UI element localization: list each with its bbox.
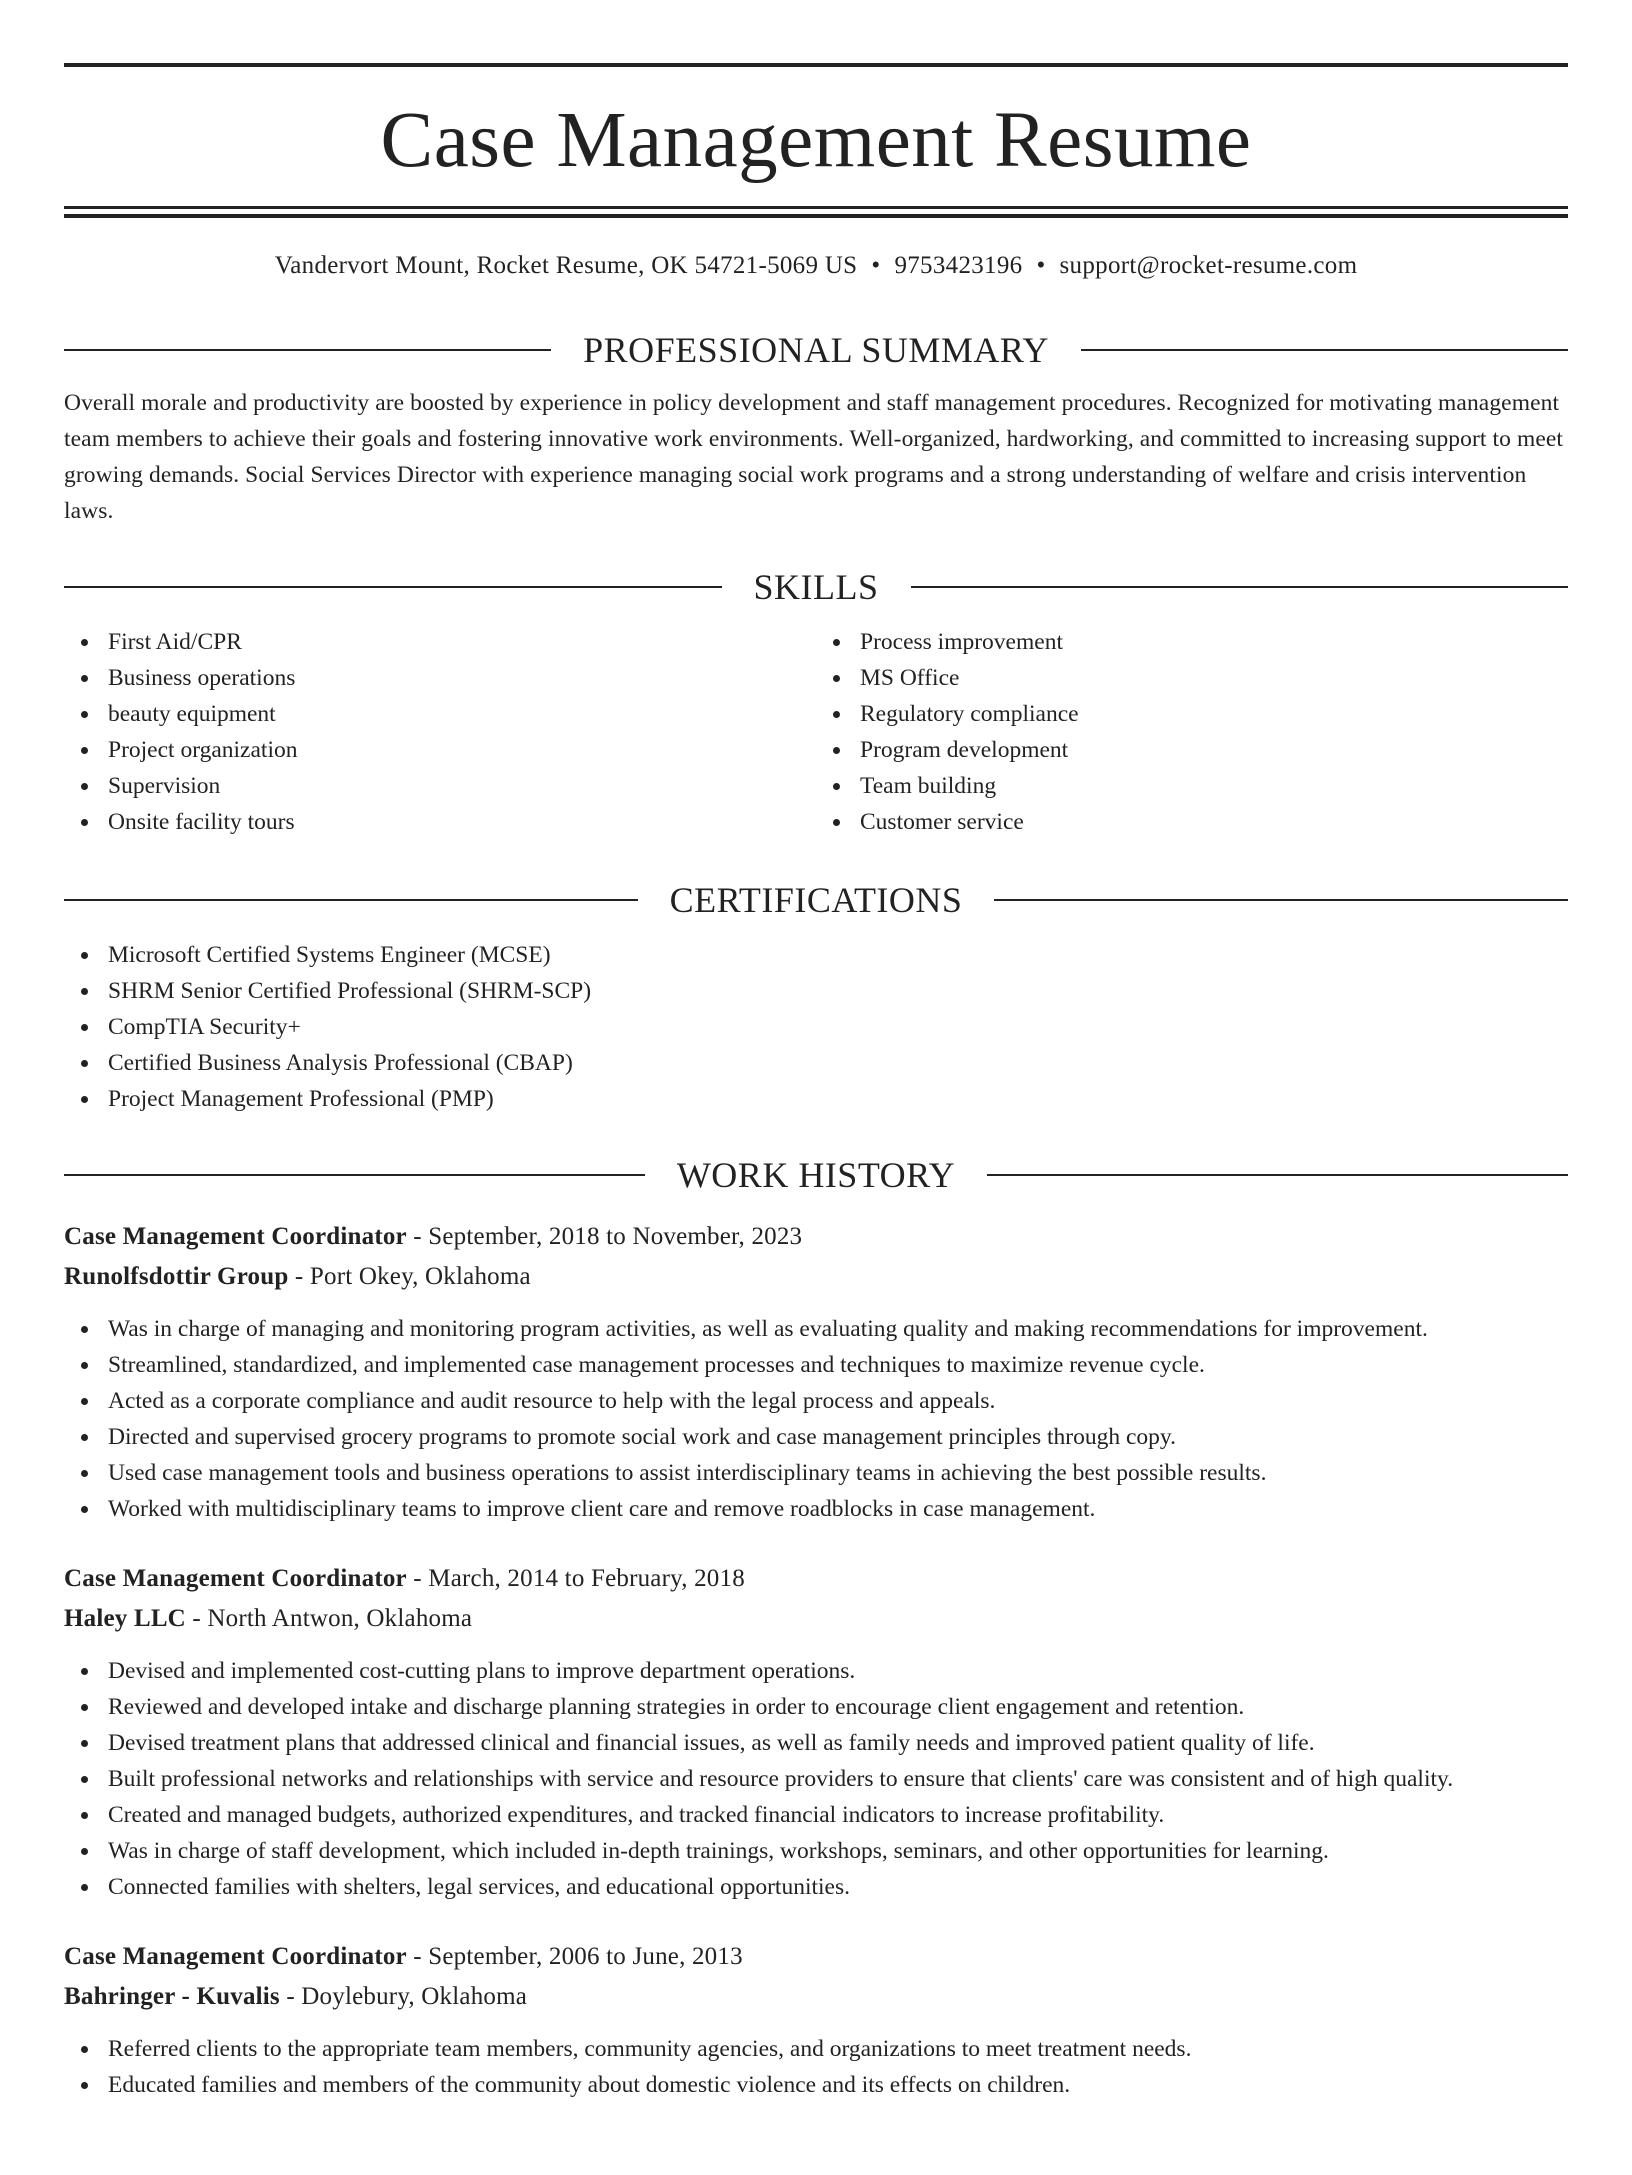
- job-bullet: Reviewed and developed intake and discharge planning strategies in order to encourage client engagement and retention.: [64, 1689, 1568, 1725]
- skill-item: MS Office: [816, 660, 1568, 696]
- job-bullet: Devised treatment plans that addressed clinical and financial issues, as well as family needs and improved patient quality of life.: [64, 1725, 1568, 1761]
- certification-item: SHRM Senior Certified Professional (SHRM-SCP): [64, 973, 1568, 1009]
- job-bullet: Was in charge of staff development, which included in-depth trainings, workshops, seminars, and other opportunities for learning.: [64, 1833, 1568, 1869]
- job-dates: - March, 2014 to February, 2018: [406, 1565, 745, 1592]
- work-history-heading-text: WORK HISTORY: [676, 1155, 956, 1195]
- job-bullet: Devised and implemented cost-cutting plans to improve department operations.: [64, 1653, 1568, 1689]
- skill-item: Customer service: [816, 804, 1568, 840]
- skill-item: Process improvement: [816, 624, 1568, 660]
- title-double-rule: [64, 206, 1568, 218]
- certification-item: Certified Business Analysis Professional (CBAP): [64, 1045, 1568, 1081]
- job-entry: [64, 1937, 1568, 2103]
- job-bullet: Acted as a corporate compliance and audit resource to help with the legal process and appeals.: [64, 1383, 1568, 1419]
- skill-item: Onsite facility tours: [64, 804, 816, 840]
- job-title: Case Management Coordinator: [64, 1565, 407, 1592]
- job-dates: - September, 2006 to June, 2013: [406, 1943, 743, 1970]
- resume-page: [0, 63, 1632, 2175]
- job-bullet: Streamlined, standardized, and implemented case management processes and techniques to maximize revenue cycle.: [64, 1347, 1568, 1383]
- job-bullet: Educated families and members of the community about domestic violence and its effects on children.: [64, 2067, 1568, 2103]
- skills-list-left: [64, 624, 816, 840]
- job-company: Bahringer - Kuvalis: [64, 1983, 280, 2010]
- job-bullet: Directed and supervised grocery programs to promote social work and case management principles through copy.: [64, 1419, 1568, 1455]
- skill-item: Business operations: [64, 660, 816, 696]
- top-rule: [64, 63, 1568, 67]
- job-title: Case Management Coordinator: [64, 1943, 407, 1970]
- skill-item: Project organization: [64, 732, 816, 768]
- job-bullets: [64, 1311, 1568, 1527]
- job-company: Runolfsdottir Group: [64, 1263, 289, 1290]
- job-bullet: Built professional networks and relationships with service and resource providers to ensure that clients' care was consistent and of high quality.: [64, 1761, 1568, 1797]
- skill-item: First Aid/CPR: [64, 624, 816, 660]
- contact-phone: 9753423196: [894, 252, 1023, 279]
- skills-heading: [64, 569, 1568, 605]
- job-bullet: Was in charge of managing and monitoring program activities, as well as evaluating quality and making recommendations for improvement.: [64, 1311, 1568, 1347]
- job-title-line: [64, 1217, 1568, 1257]
- certification-item: Microsoft Certified Systems Engineer (MCSE): [64, 937, 1568, 973]
- skill-item: beauty equipment: [64, 696, 816, 732]
- skill-item: Regulatory compliance: [816, 696, 1568, 732]
- certification-item: Project Management Professional (PMP): [64, 1081, 1568, 1117]
- job-location: - North Antwon, Oklahoma: [185, 1605, 473, 1632]
- skill-item: Team building: [816, 768, 1568, 804]
- job-bullet: Worked with multidisciplinary teams to improve client care and remove roadblocks in case management.: [64, 1491, 1568, 1527]
- contact-email: support@rocket-resume.com: [1059, 252, 1358, 279]
- job-location: - Port Okey, Oklahoma: [288, 1263, 531, 1290]
- contact-address: Vandervort Mount, Rocket Resume, OK 54721-5069 US: [274, 252, 858, 279]
- contact-line: [64, 252, 1568, 280]
- job-bullet: Connected families with shelters, legal services, and educational opportunities.: [64, 1869, 1568, 1905]
- certifications-heading: [64, 882, 1568, 918]
- skill-item: Program development: [816, 732, 1568, 768]
- job-company-line: [64, 1599, 1568, 1639]
- certifications-list: [64, 937, 1568, 1117]
- job-bullet: Referred clients to the appropriate team members, community agencies, and organizations to meet treatment needs.: [64, 2031, 1568, 2067]
- certification-item: CompTIA Security+: [64, 1009, 1568, 1045]
- summary-heading: [64, 332, 1568, 368]
- skills-list-right: [816, 624, 1568, 840]
- contact-separator: •: [1036, 252, 1046, 279]
- job-title-line: [64, 1559, 1568, 1599]
- job-company-line: [64, 1257, 1568, 1297]
- summary-heading-text: PROFESSIONAL SUMMARY: [583, 330, 1049, 370]
- job-bullets: [64, 2031, 1568, 2103]
- job-title: Case Management Coordinator: [64, 1223, 407, 1250]
- skill-item: Supervision: [64, 768, 816, 804]
- job-entry: [64, 1559, 1568, 1905]
- job-bullets: [64, 1653, 1568, 1905]
- job-title-line: [64, 1937, 1568, 1977]
- job-bullet: Used case management tools and business operations to assist interdisciplinary teams in achieving the best possible results.: [64, 1455, 1568, 1491]
- job-bullet: Created and managed budgets, authorized expenditures, and tracked financial indicators to increase profitability.: [64, 1797, 1568, 1833]
- job-company-line: [64, 1977, 1568, 2017]
- contact-separator: •: [871, 252, 881, 279]
- work-history-heading: [64, 1157, 1568, 1193]
- summary-text: Overall morale and productivity are boosted by experience in policy development and staff management procedures. Recognized for motivating management team members to achieve their goals and fostering innovative work environments. Well-organized, hardworking, and committed to increasing support to meet growing demands. Social Services Director with experience managing social work programs and a strong understanding of welfare and crisis intervention laws.: [64, 390, 1564, 524]
- certifications-heading-text: CERTIFICATIONS: [669, 880, 963, 920]
- job-dates: - September, 2018 to November, 2023: [406, 1223, 803, 1250]
- skills-heading-text: SKILLS: [753, 567, 879, 607]
- job-location: - Doylebury, Oklahoma: [279, 1983, 528, 2010]
- job-entry: [64, 1217, 1568, 1527]
- skills-columns: [64, 624, 1568, 840]
- job-company: Haley LLC: [64, 1605, 186, 1632]
- page-title: Case Management Resume: [380, 97, 1252, 184]
